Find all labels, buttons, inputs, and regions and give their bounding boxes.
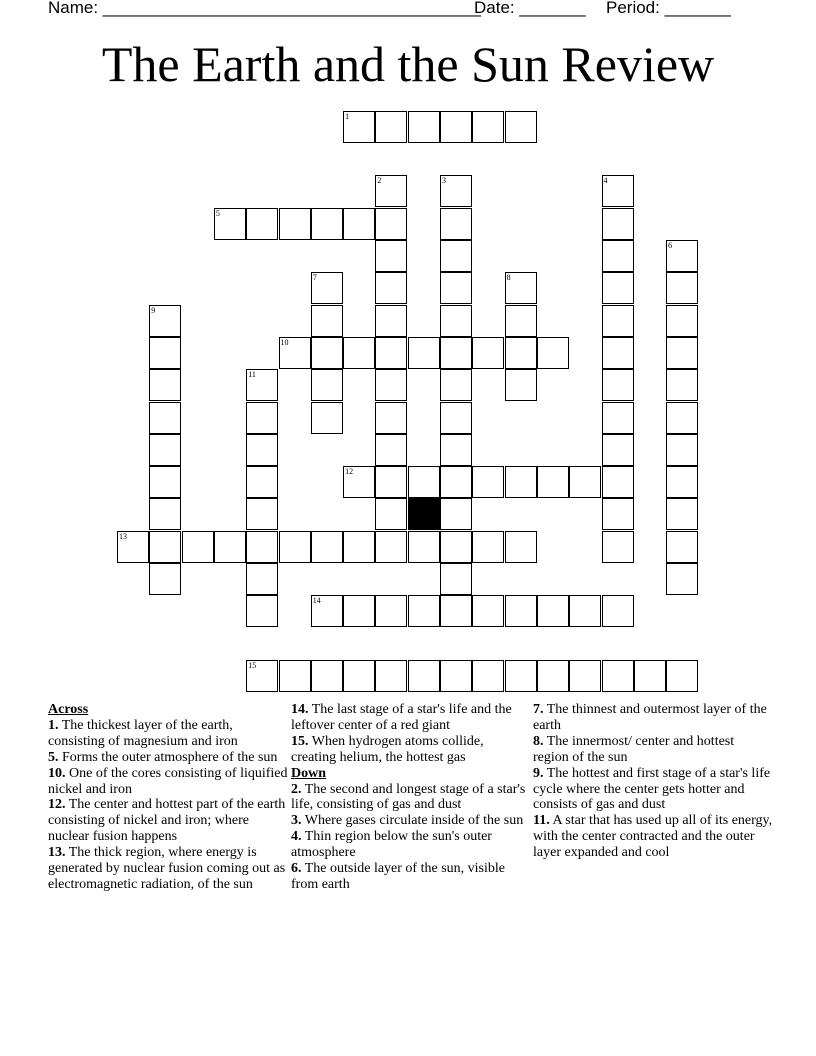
grid-cell[interactable] (505, 466, 537, 498)
cell-number: 11 (248, 370, 256, 380)
grid-cell[interactable] (505, 111, 537, 143)
grid-cell[interactable] (472, 111, 504, 143)
grid-cell[interactable] (375, 272, 407, 304)
grid-cell[interactable] (666, 434, 698, 466)
grid-cell[interactable] (666, 466, 698, 498)
name-field[interactable]: Name: ________________________________________ (48, 0, 481, 17)
grid-cell[interactable] (602, 240, 634, 272)
grid-cell[interactable] (569, 660, 601, 692)
grid-cell[interactable] (375, 434, 407, 466)
grid-cell[interactable] (311, 660, 343, 692)
grid-cell[interactable] (505, 660, 537, 692)
grid-cell[interactable] (472, 466, 504, 498)
cell-number: 15 (248, 660, 257, 670)
grid-cell[interactable] (149, 466, 181, 498)
grid-cell[interactable] (537, 595, 569, 627)
clue-down-4: 4. Thin region below the sun's outer atmosphere (291, 829, 492, 861)
grid-cell[interactable] (505, 305, 537, 337)
grid-cell[interactable] (537, 337, 569, 369)
clue-down-11: 11. A star that has used up all of its energy, with the center contracted and the outer layer expanded and cool (533, 813, 773, 861)
grid-cell[interactable] (375, 175, 407, 207)
grid-cell[interactable] (440, 595, 472, 627)
grid-cell[interactable] (408, 337, 440, 369)
date-field[interactable]: Date: _______ (474, 0, 586, 17)
cell-number: 4 (603, 176, 608, 186)
grid-cell[interactable] (214, 208, 246, 240)
grid-cell[interactable] (602, 369, 634, 401)
grid-cell[interactable] (408, 111, 440, 143)
clue-down-8: 8. The innermost/ center and hottest region of the sun (533, 733, 735, 765)
grid-cell[interactable] (343, 337, 375, 369)
grid-cell[interactable] (537, 466, 569, 498)
cell-number: 8 (506, 273, 511, 283)
grid-cell[interactable] (440, 434, 472, 466)
cell-number: 1 (345, 111, 350, 121)
clue-across-13: 13. The thick region, where energy is generated by nuclear fusion coming out as electromagnetic radiation, of the sun (48, 845, 286, 892)
grid-cell[interactable] (666, 531, 698, 563)
cell-number: 14 (312, 596, 321, 606)
grid-cell[interactable] (537, 660, 569, 692)
grid-cell[interactable] (408, 531, 440, 563)
clue-across-12: 12. The center and hottest part of the earth consisting of nickel and iron; where nuclear fusion happens (48, 797, 286, 845)
grid-cell[interactable] (666, 563, 698, 595)
clue-down-2: 2. The second and longest stage of a star's life, consisting of gas and dust (291, 781, 526, 813)
grid-cell[interactable] (311, 208, 343, 240)
grid-cell[interactable] (343, 111, 375, 143)
grid-cell[interactable] (343, 595, 375, 627)
cell-number: 10 (280, 337, 289, 347)
clue-column-2 (291, 702, 527, 893)
grid-cell[interactable] (311, 272, 343, 304)
grid-cell[interactable] (149, 531, 181, 563)
clue-column-1 (48, 702, 288, 893)
grid-cell[interactable] (472, 595, 504, 627)
clue-across-10: 10. One of the cores consisting of liquified nickel and iron (48, 765, 288, 797)
grid-cell[interactable] (343, 660, 375, 692)
grid-cell[interactable] (246, 595, 278, 627)
grid-cell[interactable] (408, 466, 440, 498)
grid-cell[interactable] (343, 466, 375, 498)
grid-cell[interactable] (666, 498, 698, 530)
grid-cell[interactable] (311, 531, 343, 563)
grid-cell[interactable] (246, 466, 278, 498)
grid-cell[interactable] (279, 660, 311, 692)
grid-cell[interactable] (375, 369, 407, 401)
grid-cell[interactable] (408, 595, 440, 627)
grid-cell[interactable] (246, 531, 278, 563)
period-field[interactable]: Period: _______ (606, 0, 731, 17)
grid-cell[interactable] (375, 305, 407, 337)
grid-cell[interactable] (440, 305, 472, 337)
grid-cell[interactable] (440, 175, 472, 207)
grid-cell[interactable] (602, 402, 634, 434)
clue-across-14: 14. The last stage of a star's life and the leftover center of a red giant (291, 702, 512, 733)
grid-cell[interactable] (440, 402, 472, 434)
grid-cell[interactable] (440, 337, 472, 369)
grid-cell[interactable] (214, 531, 246, 563)
across-header: Across (48, 702, 89, 717)
grid-cell[interactable] (440, 531, 472, 563)
cell-number: 13 (119, 531, 127, 541)
grid-cell[interactable] (279, 208, 311, 240)
grid-cell[interactable] (666, 402, 698, 434)
cell-number: 2 (377, 176, 382, 186)
grid-cell[interactable] (505, 272, 537, 304)
grid-cell[interactable] (602, 466, 634, 498)
down-header: Down (291, 765, 327, 781)
cell-number: 5 (215, 208, 220, 218)
grid-cell[interactable] (408, 660, 440, 692)
grid-cell[interactable] (246, 498, 278, 530)
grid-cell[interactable] (440, 660, 472, 692)
grid-cell[interactable] (440, 208, 472, 240)
grid-cell[interactable] (440, 111, 472, 143)
page-title: The Earth and the Sun Review (101, 36, 715, 92)
grid-cell[interactable] (472, 531, 504, 563)
grid-cell[interactable] (440, 466, 472, 498)
grid-cell[interactable] (666, 240, 698, 272)
grid-cell[interactable] (375, 111, 407, 143)
grid-cell[interactable] (246, 208, 278, 240)
grid-cell[interactable] (440, 272, 472, 304)
grid-cell[interactable] (602, 498, 634, 530)
grid-cell[interactable] (602, 660, 634, 692)
clue-down-9: 9. The hottest and first stage of a star's life cycle where the center gets hotter and consists of gas and dust (533, 765, 771, 813)
grid-cell[interactable] (117, 531, 149, 563)
grid-cell[interactable] (182, 531, 214, 563)
clue-across-15: 15. When hydrogen atoms collide, creating helium, the hottest gas (291, 733, 484, 765)
grid-cell[interactable] (375, 240, 407, 272)
grid-cell[interactable] (375, 595, 407, 627)
cell-number: 6 (668, 241, 673, 250)
grid-cell[interactable] (569, 466, 601, 498)
grid-block (408, 498, 440, 530)
grid-cell[interactable] (602, 175, 634, 207)
grid-cell[interactable] (246, 369, 278, 401)
grid-cell[interactable] (472, 660, 504, 692)
grid-cell[interactable] (440, 563, 472, 595)
grid-cell[interactable] (375, 466, 407, 498)
grid-cell[interactable] (149, 563, 181, 595)
clue-down-3: 3. Where gases circulate inside of the sun (291, 813, 524, 829)
cell-number: 7 (312, 273, 317, 283)
grid-cell[interactable] (666, 305, 698, 337)
grid-cell[interactable] (343, 208, 375, 240)
grid-cell[interactable] (375, 337, 407, 369)
clue-down-6: 6. The outside layer of the sun, visible from earth (291, 861, 505, 892)
grid-cell[interactable] (375, 498, 407, 530)
grid-cell[interactable] (440, 369, 472, 401)
grid-cell[interactable] (602, 272, 634, 304)
grid-cell[interactable] (343, 531, 375, 563)
grid-cell[interactable] (602, 434, 634, 466)
grid-cell[interactable] (602, 595, 634, 627)
grid-cell[interactable] (666, 337, 698, 369)
grid-cell[interactable] (246, 434, 278, 466)
grid-cell[interactable] (505, 369, 537, 401)
grid-cell[interactable] (375, 402, 407, 434)
grid-cell[interactable] (311, 337, 343, 369)
grid-cell[interactable] (279, 337, 311, 369)
grid-cell[interactable] (375, 660, 407, 692)
clue-across-5: 5. Forms the outer atmosphere of the sun (48, 749, 278, 765)
grid-cell[interactable] (602, 305, 634, 337)
clue-down-7: 7. The thinnest and outermost layer of the earth (533, 702, 767, 733)
clue-column-3 (533, 702, 773, 861)
grid-cell[interactable] (149, 305, 181, 337)
grid-cell[interactable] (311, 595, 343, 627)
grid-cell[interactable] (149, 337, 181, 369)
grid-cell[interactable] (505, 595, 537, 627)
grid-cell[interactable] (149, 369, 181, 401)
grid-cell[interactable] (440, 240, 472, 272)
grid-cell[interactable] (666, 660, 698, 692)
grid-cell[interactable] (505, 337, 537, 369)
grid-cell[interactable] (311, 305, 343, 337)
cell-number: 9 (151, 305, 156, 315)
cell-number: 12 (345, 467, 354, 477)
grid-cell[interactable] (472, 337, 504, 369)
grid-cell[interactable] (375, 531, 407, 563)
grid-cell[interactable] (602, 531, 634, 563)
grid-cell[interactable] (149, 434, 181, 466)
cell-number: 3 (442, 176, 446, 186)
grid-cell[interactable] (666, 272, 698, 304)
grid-cell[interactable] (440, 498, 472, 530)
grid-cell[interactable] (602, 337, 634, 369)
grid-cell[interactable] (602, 208, 634, 240)
grid-cell[interactable] (375, 208, 407, 240)
grid-cell[interactable] (246, 660, 278, 692)
clue-across-1: 1. The thickest layer of the earth, consisting of magnesium and iron (48, 717, 238, 749)
grid-cell[interactable] (634, 660, 666, 692)
grid-cell[interactable] (311, 402, 343, 434)
grid-cell[interactable] (279, 531, 311, 563)
grid-cell[interactable] (149, 402, 181, 434)
grid-cell[interactable] (149, 498, 181, 530)
grid-cell[interactable] (246, 402, 278, 434)
grid-cell[interactable] (569, 595, 601, 627)
grid-cell[interactable] (505, 531, 537, 563)
grid-cell[interactable] (246, 563, 278, 595)
grid-cell[interactable] (666, 369, 698, 401)
grid-cell[interactable] (311, 369, 343, 401)
